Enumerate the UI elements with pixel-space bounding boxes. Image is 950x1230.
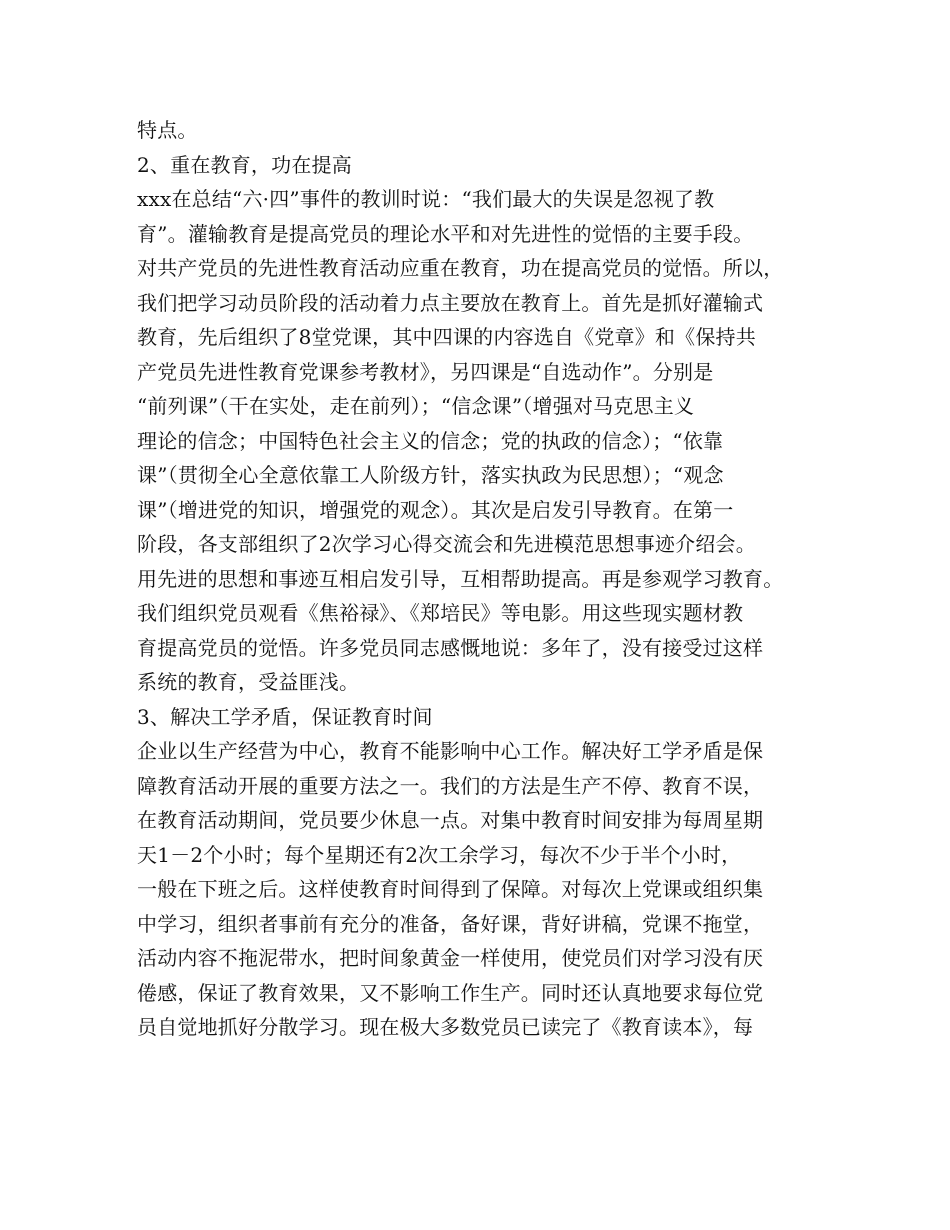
text-line: 课”（贯彻全心全意依靠工人阶级方针，落实执政为民思想）；“观念	[137, 463, 724, 487]
text-line: 教育，先后组织了8堂党课，其中四课的内容选自《党章》和《保持共	[137, 325, 756, 349]
text-line: 活动内容不拖泥带水，把时间象黄金一样使用，使党员们对学习没有厌	[137, 946, 764, 970]
text-line: 天1－2个小时；每个星期还有2次工余学习，每次不少于半个小时，	[137, 842, 742, 867]
text-line: 我们把学习动员阶段的活动着力点主要放在教育上。首先是抓好灌输式	[137, 290, 764, 315]
text-line: 一般在下班之后。这样使教育时间得到了保障。对每次上党课或组织集	[137, 877, 764, 901]
text-line: 系统的教育，受益匪浅。	[137, 670, 360, 694]
document-body	[137, 113, 827, 1045]
text-line: 对共产党员的先进性教育活动应重在教育，功在提高党员的觉悟。所以，	[137, 256, 784, 280]
text-line: 特点。	[137, 118, 198, 142]
text-line: 障教育活动开展的重要方法之一。我们的方法是生产不停、教育不误，	[137, 773, 764, 798]
text-line: 用先进的思想和事迹互相启发引导，互相帮助提高。再是参观学习教育。	[137, 566, 784, 591]
text-line: 在教育活动期间，党员要少休息一点。对集中教育时间安排为每周星期	[137, 808, 764, 832]
text-line: 育提高党员的觉悟。许多党员同志感慨地说：多年了，没有接受过这样	[137, 635, 764, 660]
text-line: 企业以生产经营为中心，教育不能影响中心工作。解决好工学矛盾是保	[137, 739, 764, 763]
text-line: 理论的信念；中国特色社会主义的信念；党的执政的信念）；“依靠	[137, 428, 724, 453]
section-heading: 3、解决工学矛盾，保证教育时间	[137, 704, 433, 729]
text-line: 阶段，各支部组织了2次学习心得交流会和先进模范思想事迹介绍会。	[137, 532, 756, 556]
text-line: 中学习，组织者事前有充分的准备，备好课，背好讲稿，党课不拖堂，	[137, 911, 764, 936]
text-line: xxx在总结“六·四”事件的教训时说：“我们最大的失误是忽视了教	[137, 187, 715, 211]
text-line: 课”（增进党的知识，增强党的观念）。其次是启发引导教育。在第一	[137, 497, 734, 522]
text-line: 员自觉地抓好分散学习。现在极大多数党员已读完了《教育读本》，每	[137, 1015, 754, 1039]
text-line: 产党员先进性教育党课参考教材》，另四课是“自选动作”。分别是	[137, 359, 714, 384]
text-line: 我们组织党员观看《焦裕禄》、《郑培民》等电影。用这些现实题材教	[137, 601, 744, 625]
text-line: “前列课”（干在实处，走在前列）；“信念课”（增强对马克思主义	[137, 394, 695, 418]
section-heading: 2、重在教育，功在提高	[137, 152, 352, 177]
text-line: 倦感，保证了教育效果，又不影响工作生产。同时还认真地要求每位党	[137, 980, 764, 1005]
text-line: 育”。灌输教育是提高党员的理论水平和对先进性的觉悟的主要手段。	[137, 221, 754, 246]
